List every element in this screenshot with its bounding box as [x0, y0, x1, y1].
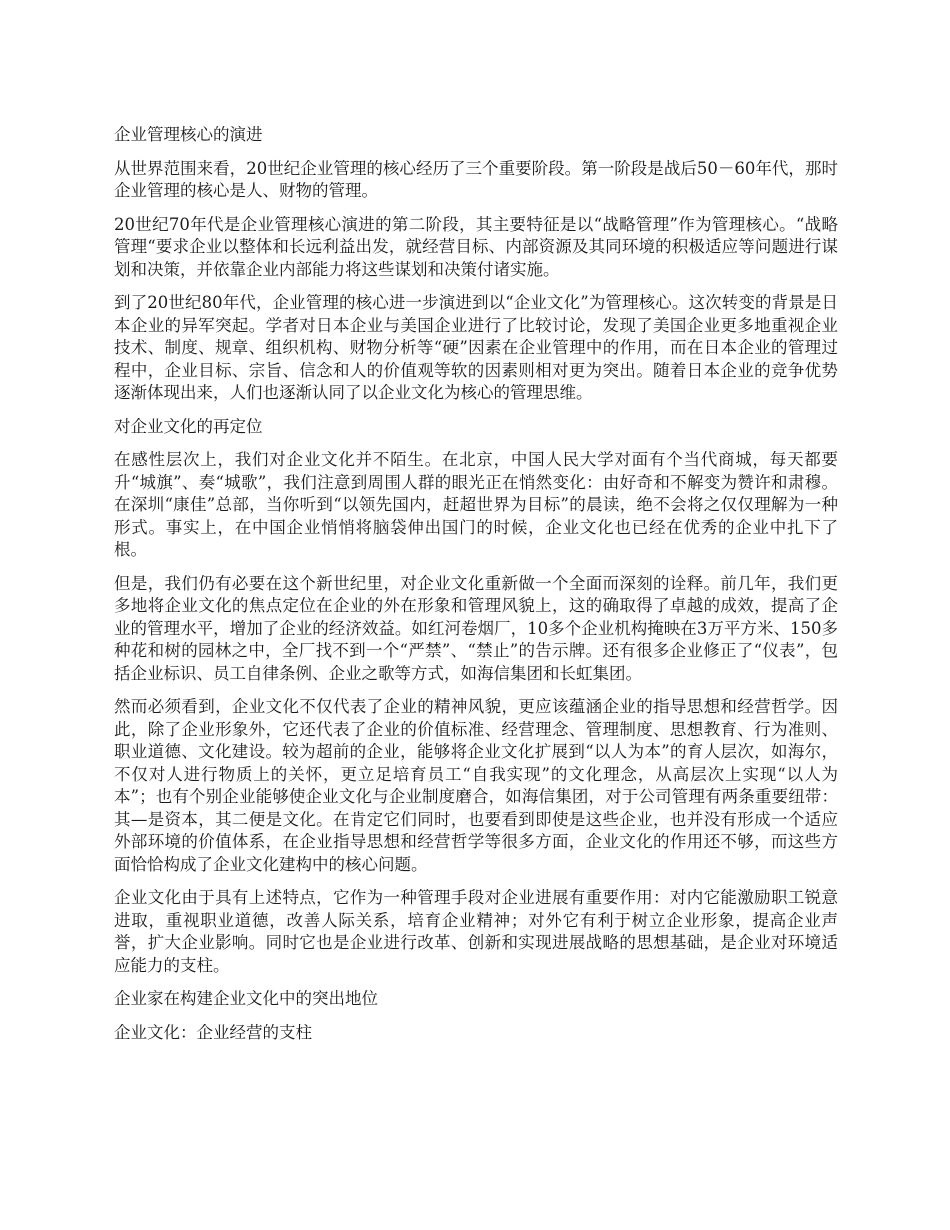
- paragraph: 企业文化由于具有上述特点，它作为一种管理手段对企业进展有重要作用：对内它能激励职工锐意进取，重视职业道德，改善人际关系，培育企业精神；对外它有利于树立企业形象，提高企业声誉，扩大企业影响。同时它也是企业进行改革、创新和实现进展战略的思想基础，是企业对环境适应能力的支柱。: [114, 888, 838, 975]
- section-heading: 企业文化：企业经营的支柱: [114, 1022, 312, 1042]
- section-heading: 企业管理核心的演进: [114, 125, 263, 144]
- paragraph: 从世界范围来看，20世纪企业管理的核心经历了三个重要阶段。第一阶段是战后50－60年代，那时企业管理的核心是人、财物的管理。: [114, 158, 838, 200]
- document-body: [114, 124, 838, 1055]
- section-heading: 企业家在构建企业文化中的突出地位: [114, 989, 378, 1008]
- paragraph: 到了20世纪80年代，企业管理的核心进一步演进到以“企业文化”为管理核心。这次转变的背景是日本企业的异军突起。学者对日本企业与美国企业进行了比较讨论，发现了美国企业更多地重视企业技术、制度、规章、组织机构、财物分析等“硬”因素在企业管理中的作用，而在日本企业的管理过程中，企业目标、宗旨、信念和人的价值观等软的因素则相对更为突出。随着日本企业的竞争优势逐渐体现出来，人们也逐渐认同了以企业文化为核心的管理思维。: [114, 293, 838, 402]
- paragraph: 但是，我们仍有必要在这个新世纪里，对企业文化重新做一个全面而深刻的诠释。前几年，我们更多地将企业文化的焦点定位在企业的外在形象和管理风貌上，这的确取得了卓越的成效，提高了企业的管理水平，增加了企业的经济效益。如红河卷烟厂，10多个企业机构掩映在3万平方米、150多种花和树的园林之中，全厂找不到一个“严禁”、“禁止”的告示牌。还有很多企业修正了“仪表”，包括企业标识、员工自律条例、企业之歌等方式，如海信集团和长虹集团。: [114, 573, 838, 683]
- paragraph: 然而必须看到，企业文化不仅代表了企业的精神风貌，更应该蕴涵企业的指导思想和经营哲学。因此，除了企业形象外，它还代表了企业的价值标准、经营理念、管理制度、思想教育、行为准则、职业道德、文化建设。较为超前的企业，能够将企业文化扩展到“以人为本”的育人层次，如海尔，不仅对人进行物质上的关怀，更立足培育员工“自我实现”的文化理念，从高层次上实现“以人为本”；也有个别企业能够使企业文化与企业制度磨合，如海信集团，对于公司管理有两条重要纽带：其—是资本，其二便是文化。在肯定它们同时，也要看到即使是这些企业，也并没有形成一个适应外部环境的价值体系，在企业指导思想和经营哲学等很多方面，企业文化的作用还不够，而这些方面恰恰构成了企业文化建构中的核心问题。: [114, 697, 838, 874]
- section-heading: 对企业文化的再定位: [114, 416, 263, 436]
- paragraph: 20世纪70年代是企业管理核心演进的第二阶段，其主要特征是以“战略管理”作为管理核心。“战略管理“要求企业以整体和长远利益出发，就经营目标、内部资源及其同环境的积极适应等问题进行谋划和决策，并依靠企业内部能力将这些谋划和决策付诸实施。: [114, 214, 838, 279]
- paragraph: 在感性层次上，我们对企业文化并不陌生。在北京，中国人民大学对面有个当代商城，每天都要升“城旗”、奏“城歌”，我们注意到周围人群的眼光正在悄然变化：由好奇和不解变为赞许和肃穆。在深圳“康佳”总部，当你听到“以领先国内，赶超世界为目标”的晨读，绝不会将之仅仅理解为一种形式。事实上，在中国企业悄悄将脑袋伸出国门的时候，企业文化也已经在优秀的企业中扎下了根。: [114, 450, 838, 559]
